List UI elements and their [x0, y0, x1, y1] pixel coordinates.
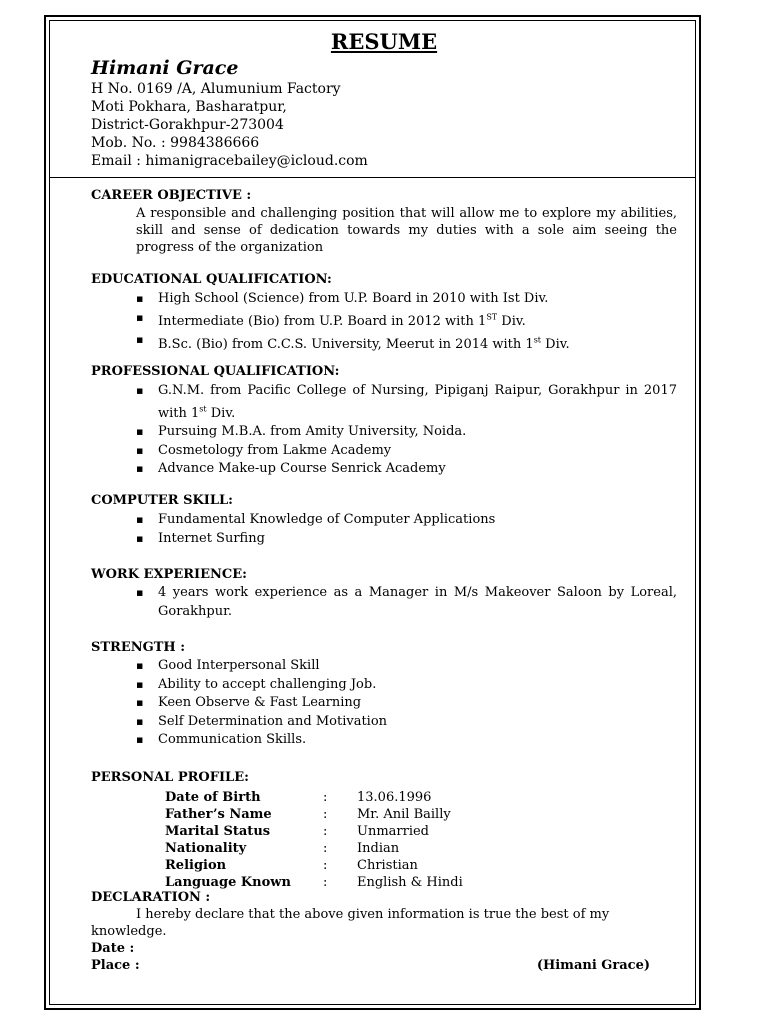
profile-value: Mr. Anil Bailly [357, 807, 451, 822]
profile-row [165, 874, 677, 891]
contact-address-line-3: District-Gorakhpur-273004 [91, 117, 284, 133]
ordinal-superscript: st [199, 404, 207, 414]
career-objective-heading: CAREER OBJECTIVE : [91, 188, 252, 203]
bullet-icon: ▪ [136, 462, 144, 476]
profile-separator: : [323, 858, 328, 873]
header-divider [49, 177, 696, 178]
profile-label: Nationality [165, 841, 247, 856]
computer-skill-heading: COMPUTER SKILL: [91, 493, 233, 508]
list-item-text-post: Div. [497, 313, 526, 329]
list-item-text [158, 337, 570, 352]
bullet-icon: ▪ [136, 513, 144, 526]
professional-list [136, 382, 677, 479]
contact-email: Email : himanigracebailey@icloud.com [91, 153, 368, 169]
bullet-icon: ▪ [136, 310, 144, 324]
bullet-icon: ▪ [136, 425, 144, 439]
profile-row [165, 857, 677, 874]
list-item-text: 4 years work experience as a Manager in M/s Makeover Saloon by Loreal, Gorakhpur. [158, 585, 677, 619]
list-item [136, 530, 677, 549]
list-item-text: Internet Surfing [158, 530, 265, 546]
contact-address-line-2: Moti Pokhara, Basharatpur, [91, 99, 287, 115]
list-item [136, 713, 677, 732]
list-item-text-pre: G.N.M. from Pacific College of Nursing, Pipiganj Raipur, Gorakhpur in 2017 with 1 [158, 383, 677, 421]
list-item-text: Self Determination and Motivation [158, 713, 388, 729]
work-experience-list [136, 584, 677, 621]
profile-row [165, 840, 677, 857]
profile-separator: : [323, 841, 328, 856]
computer-skill-list [136, 511, 677, 548]
list-item-text: Ability to accept challenging Job. [158, 676, 377, 692]
work-experience-heading: WORK EXPERIENCE: [91, 567, 247, 582]
list-item-text: Keen Observe & Fast Learning [158, 695, 362, 710]
personal-profile-table [165, 789, 677, 891]
profile-separator: : [323, 790, 328, 805]
bullet-icon: ▪ [136, 443, 144, 457]
list-item-text-post: Div. [541, 336, 570, 352]
profile-value: Christian [357, 858, 418, 873]
contact-address-line-1: H No. 0169 /A, Alumunium Factory [91, 81, 341, 97]
signature-name: (Himani Grace) [536, 958, 650, 973]
bullet-icon: ▪ [136, 659, 144, 672]
list-item [136, 460, 677, 479]
bullet-icon: ▪ [136, 333, 144, 347]
profile-label: Language Known [165, 875, 291, 890]
list-item [136, 657, 677, 676]
strength-heading: STRENGTH : [91, 640, 186, 655]
profile-value: English & Hindi [357, 875, 463, 890]
list-item-text: Fundamental Knowledge of Computer Applications [158, 512, 496, 527]
list-item [136, 676, 677, 695]
education-heading: EDUCATIONAL QUALIFICATION: [91, 272, 332, 287]
list-item-text [158, 314, 526, 329]
bullet-icon: ▪ [136, 677, 144, 691]
bullet-icon: ▪ [136, 586, 144, 599]
profile-row [165, 806, 677, 823]
list-item-text-post: Div. [206, 405, 236, 421]
bullet-icon: ▪ [136, 696, 144, 709]
profile-separator: : [323, 875, 328, 890]
profile-value: 13.06.1996 [357, 790, 432, 805]
profile-separator: : [323, 807, 328, 822]
profile-separator: : [323, 824, 328, 839]
list-item [136, 442, 677, 461]
bullet-icon: ▪ [136, 733, 144, 746]
strength-list [136, 657, 677, 750]
career-objective-text: A responsible and challenging position that will allow me to explore my abilities, skill and sense of dedication towards my duties with a sole aim seeing the progress of the organization [136, 206, 677, 255]
bullet-icon: ▪ [136, 384, 144, 397]
list-item [136, 382, 677, 423]
profile-value: Unmarried [357, 824, 430, 839]
bullet-icon: ▪ [136, 531, 144, 545]
list-item [136, 511, 677, 530]
profile-row [165, 789, 677, 806]
list-item-text: High School (Science) from U.P. Board in 2010 with Ist Div. [158, 291, 549, 306]
list-item-text: Pursuing M.B.A. from Amity University, Noida. [158, 424, 467, 440]
list-item-text: Cosmetology from Lakme Academy [158, 442, 392, 458]
profile-row [165, 823, 677, 840]
list-item [136, 731, 677, 750]
profile-label: Marital Status [165, 824, 271, 839]
list-item [136, 309, 677, 332]
list-item-text: Good Interpersonal Skill [158, 658, 320, 673]
list-item [136, 584, 677, 621]
list-item [136, 331, 677, 354]
profile-label: Religion [165, 858, 227, 873]
declaration-heading: DECLARATION : [91, 890, 211, 905]
date-label: Date : [91, 941, 135, 956]
list-item-text-pre: B.Sc. (Bio) from C.C.S. University, Meerut in 2014 with 1 [158, 336, 534, 352]
declaration-text: I hereby declare that the above given information is true the best of my knowledge. [91, 907, 610, 939]
list-item-text: Advance Make-up Course Senrick Academy [158, 461, 446, 477]
ordinal-superscript: ST [486, 312, 498, 322]
bullet-icon: ▪ [136, 714, 144, 728]
education-list [136, 290, 677, 354]
list-item [136, 694, 677, 713]
profile-value: Indian [357, 841, 400, 856]
list-item-text [158, 383, 677, 421]
list-item [136, 290, 677, 309]
candidate-name: Himani Grace [91, 57, 239, 79]
personal-profile-heading: PERSONAL PROFILE: [91, 770, 249, 785]
place-label: Place : [91, 958, 140, 973]
professional-heading: PROFESSIONAL QUALIFICATION: [91, 364, 340, 379]
ordinal-superscript: st [533, 335, 542, 345]
profile-label: Father’s Name [165, 807, 272, 822]
profile-label: Date of Birth [165, 790, 261, 805]
list-item-text: Communication Skills. [158, 732, 307, 747]
resume-title: RESUME [330, 29, 438, 54]
list-item-text-pre: Intermediate (Bio) from U.P. Board in 2012 with 1 [158, 313, 487, 329]
list-item [136, 423, 677, 442]
contact-mobile: Mob. No. : 9984386666 [91, 135, 260, 151]
bullet-icon: ▪ [136, 292, 144, 305]
